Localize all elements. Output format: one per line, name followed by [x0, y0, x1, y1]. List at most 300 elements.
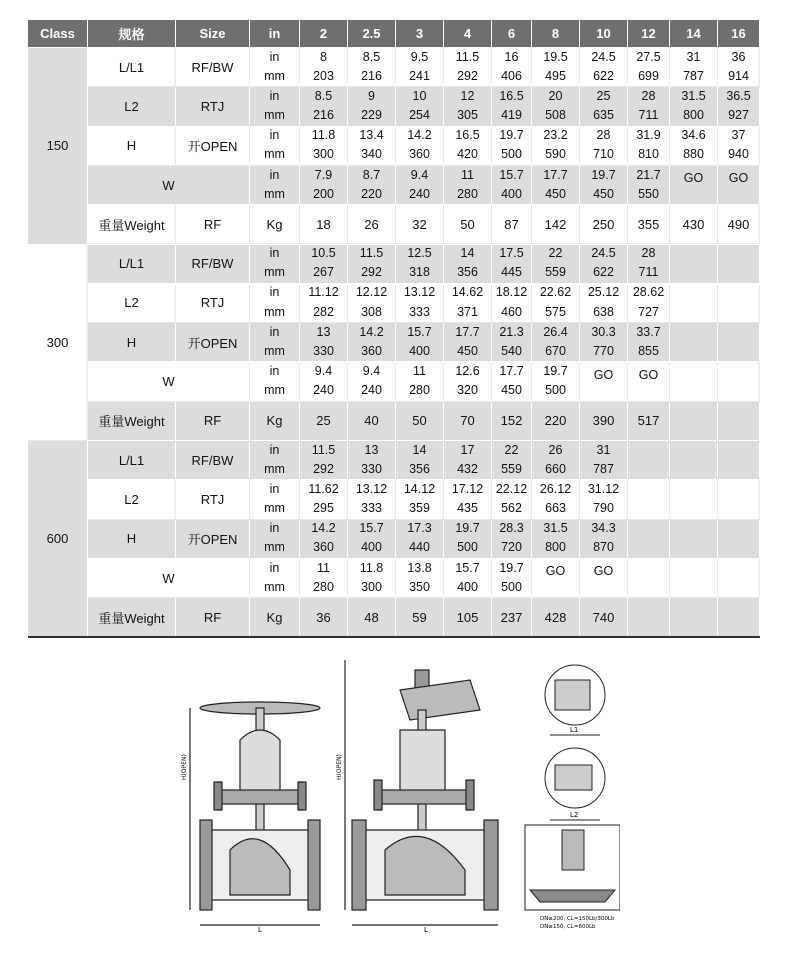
value-cell — [718, 284, 760, 323]
header-size-col: 16 — [718, 20, 760, 48]
unit-in: in — [269, 88, 280, 103]
row-type: 开OPEN — [176, 127, 250, 166]
value-cell — [348, 245, 396, 284]
value-mm: 450 — [457, 343, 478, 358]
value-cell — [718, 441, 760, 480]
value-mm: 300 — [313, 147, 334, 162]
value-in: 17.7 — [499, 364, 524, 379]
value-in: 11.5 — [359, 246, 384, 261]
weight-unit: Kg — [250, 205, 300, 244]
weight-value: 390 — [580, 402, 628, 441]
value-cell — [580, 520, 628, 559]
value-in: 9 — [368, 88, 375, 103]
unit-in: in — [269, 481, 280, 496]
weight-value — [718, 598, 760, 637]
value-mm: 220 — [361, 186, 382, 201]
unit-in: in — [269, 521, 280, 536]
value-cell — [670, 559, 718, 598]
value-in: 22 — [548, 246, 563, 261]
value-cell — [396, 245, 444, 284]
value-cell — [628, 441, 670, 480]
value-in: 8.7 — [362, 167, 381, 182]
value-cell — [348, 323, 396, 362]
value-mm: 333 — [409, 304, 430, 319]
value-cell — [628, 87, 670, 126]
weight-value: 430 — [670, 205, 718, 244]
value-cell — [348, 441, 396, 480]
value-cell — [396, 87, 444, 126]
header-size-col: 2 — [300, 20, 348, 48]
value-in: GO — [593, 367, 614, 382]
value-mm: 450 — [593, 186, 614, 201]
weight-value: 50 — [444, 205, 492, 244]
value-mm: 280 — [409, 383, 430, 398]
unit-in: in — [269, 128, 280, 143]
unit-mm: mm — [264, 304, 285, 319]
weight-value: 220 — [532, 402, 580, 441]
value-in: 14.2 — [407, 128, 432, 143]
value-cell — [492, 87, 532, 126]
value-in: 7.9 — [314, 167, 333, 182]
weight-value — [718, 402, 760, 441]
value-mm: 800 — [683, 108, 704, 123]
detail-note-1: DN≥200, CL=150Lb/300Lb — [540, 916, 615, 922]
value-cell — [444, 362, 492, 401]
value-in: 31.5 — [681, 88, 706, 103]
value-in: GO — [593, 564, 614, 579]
value-in: 13.12 — [403, 285, 436, 300]
value-cell — [492, 520, 532, 559]
row-type: RF/BW — [176, 245, 250, 284]
value-cell — [580, 559, 628, 598]
value-mm: 360 — [409, 147, 430, 162]
value-mm: 400 — [457, 579, 478, 594]
value-in: 11.5 — [311, 442, 336, 457]
value-mm: 635 — [593, 108, 614, 123]
value-in: GO — [638, 367, 659, 382]
weight-value: 105 — [444, 598, 492, 637]
row-type: RTJ — [176, 87, 250, 126]
unit-in: in — [269, 285, 280, 300]
value-in: 22 — [504, 442, 519, 457]
value-cell — [444, 245, 492, 284]
value-cell — [348, 362, 396, 401]
value-mm: 445 — [501, 265, 522, 280]
value-cell — [670, 48, 718, 87]
value-cell — [300, 127, 348, 166]
value-mm: 787 — [593, 461, 614, 476]
value-in: 11.8 — [359, 560, 384, 575]
value-in: 17 — [460, 442, 475, 457]
value-in: 12.6 — [455, 364, 480, 379]
value-in: 15.7 — [455, 560, 480, 575]
valve-drawings — [180, 650, 620, 950]
value-cell — [300, 323, 348, 362]
value-mm: 292 — [457, 68, 478, 83]
unit-mm: mm — [264, 186, 285, 201]
value-cell — [580, 87, 628, 126]
value-mm: 254 — [409, 108, 430, 123]
weight-value: 152 — [492, 402, 532, 441]
value-cell — [300, 284, 348, 323]
weight-value: 740 — [580, 598, 628, 637]
drawing-label-l-right: L — [424, 926, 428, 934]
value-cell — [396, 127, 444, 166]
unit-in: in — [269, 246, 280, 261]
value-in: 34.3 — [591, 521, 616, 536]
value-mm: 500 — [457, 540, 478, 555]
value-cell — [300, 559, 348, 598]
value-in: 19.7 — [591, 167, 616, 182]
value-mm: 880 — [683, 147, 704, 162]
value-in: 22.12 — [495, 481, 528, 496]
value-in: GO — [545, 564, 566, 579]
row-name: L2 — [88, 480, 176, 519]
value-cell — [718, 245, 760, 284]
detail-l1 — [545, 665, 605, 735]
row-name-merged: W — [88, 362, 250, 401]
value-in: 26.4 — [543, 324, 568, 339]
valve-dimension-table — [28, 20, 760, 636]
unit-in: in — [269, 49, 280, 64]
value-cell — [532, 87, 580, 126]
value-in: 16.5 — [455, 128, 480, 143]
unit-mm: mm — [264, 461, 285, 476]
value-cell — [532, 127, 580, 166]
valve-drawing-right — [345, 660, 498, 925]
weight-value: 142 — [532, 205, 580, 244]
value-in: 9.4 — [362, 364, 381, 379]
value-cell — [492, 245, 532, 284]
value-in: 14 — [460, 246, 475, 261]
unit-mm: mm — [264, 68, 285, 83]
value-cell — [580, 441, 628, 480]
value-cell — [396, 480, 444, 519]
value-cell — [670, 362, 718, 401]
value-in: 16.5 — [499, 88, 524, 103]
value-cell — [396, 284, 444, 323]
value-cell — [348, 166, 396, 205]
value-in: 31.9 — [636, 128, 661, 143]
class-label: 150 — [28, 48, 88, 245]
value-cell — [718, 559, 760, 598]
value-in: 11 — [461, 167, 474, 182]
header-size-col: 2.5 — [348, 20, 396, 48]
weight-value: 50 — [396, 402, 444, 441]
class-label: 600 — [28, 441, 88, 638]
row-units — [250, 127, 300, 166]
value-in: 31.12 — [587, 481, 620, 496]
value-cell — [532, 480, 580, 519]
value-in: 25.12 — [587, 285, 620, 300]
weight-value: 250 — [580, 205, 628, 244]
value-mm: 435 — [457, 501, 478, 516]
value-mm: 356 — [409, 461, 430, 476]
value-mm: 359 — [409, 501, 430, 516]
value-in: 36.5 — [726, 88, 751, 103]
value-cell — [444, 559, 492, 598]
value-in: 10.5 — [311, 246, 336, 261]
value-cell — [348, 559, 396, 598]
row-units — [250, 480, 300, 519]
row-type: RTJ — [176, 480, 250, 519]
value-mm: 333 — [361, 501, 382, 516]
unit-in: in — [269, 364, 280, 379]
value-mm: 727 — [638, 304, 659, 319]
row-name: L2 — [88, 87, 176, 126]
value-cell — [628, 166, 670, 205]
value-cell — [628, 284, 670, 323]
value-mm: 927 — [728, 108, 749, 123]
detail-label-l2: L2 — [570, 811, 579, 819]
value-mm: 550 — [638, 186, 659, 201]
value-in: 19.7 — [499, 560, 524, 575]
value-cell — [444, 127, 492, 166]
value-mm: 280 — [457, 186, 478, 201]
value-mm: 622 — [593, 265, 614, 280]
unit-mm: mm — [264, 108, 285, 123]
value-cell — [444, 441, 492, 480]
row-name: L/L1 — [88, 245, 176, 284]
value-cell — [492, 284, 532, 323]
weight-value: 70 — [444, 402, 492, 441]
value-in: 13.4 — [359, 128, 384, 143]
value-cell — [348, 127, 396, 166]
value-cell — [718, 323, 760, 362]
drawing-label-l-left: L — [258, 926, 262, 934]
value-mm: 216 — [361, 68, 382, 83]
value-in: 11 — [413, 364, 426, 379]
value-cell — [670, 323, 718, 362]
value-cell — [580, 245, 628, 284]
row-name: H — [88, 127, 176, 166]
value-cell — [396, 323, 444, 362]
value-mm: 350 — [409, 579, 430, 594]
weight-unit: Kg — [250, 402, 300, 441]
value-mm: 400 — [361, 540, 382, 555]
drawing-label-h-left: H(OPEN) — [181, 754, 188, 780]
unit-mm: mm — [264, 147, 285, 162]
value-mm: 241 — [409, 68, 430, 83]
value-in: 23.2 — [543, 128, 568, 143]
value-in: 14.2 — [359, 324, 384, 339]
value-mm: 295 — [313, 501, 334, 516]
value-mm: 699 — [638, 68, 659, 83]
unit-mm: mm — [264, 501, 285, 516]
weight-value: 237 — [492, 598, 532, 637]
row-name: L/L1 — [88, 441, 176, 480]
value-cell — [396, 441, 444, 480]
unit-in: in — [269, 442, 280, 457]
valve-drawing-left — [190, 702, 320, 925]
header-size-col: 4 — [444, 20, 492, 48]
value-mm: 200 — [313, 186, 334, 201]
weight-value: 40 — [348, 402, 396, 441]
value-cell — [532, 559, 580, 598]
value-cell — [670, 441, 718, 480]
row-type: RF/BW — [176, 48, 250, 87]
value-in: 34.6 — [681, 128, 706, 143]
value-mm: 400 — [409, 343, 430, 358]
value-cell — [670, 127, 718, 166]
value-in: 28 — [596, 128, 611, 143]
value-in: 28 — [641, 246, 656, 261]
row-units — [250, 166, 300, 205]
row-name-merged: W — [88, 559, 250, 598]
value-in: 15.7 — [407, 324, 432, 339]
value-cell — [670, 166, 718, 205]
value-cell — [718, 166, 760, 205]
value-cell — [580, 48, 628, 87]
value-mm: 240 — [409, 186, 430, 201]
value-in: 8.5 — [314, 88, 333, 103]
value-cell — [532, 245, 580, 284]
row-name: H — [88, 520, 176, 559]
value-cell — [670, 87, 718, 126]
value-mm: 790 — [593, 501, 614, 516]
weight-value: 517 — [628, 402, 670, 441]
row-name: L2 — [88, 284, 176, 323]
value-cell — [628, 520, 670, 559]
value-in: 26.12 — [539, 481, 572, 496]
value-cell — [718, 127, 760, 166]
value-cell — [670, 520, 718, 559]
value-cell — [300, 480, 348, 519]
value-in: 11.12 — [308, 285, 339, 300]
value-mm: 500 — [545, 383, 566, 398]
value-cell — [300, 245, 348, 284]
value-cell — [628, 559, 670, 598]
value-cell — [348, 520, 396, 559]
value-mm: 229 — [361, 108, 382, 123]
value-cell — [628, 323, 670, 362]
value-in: 13.12 — [355, 481, 388, 496]
value-cell — [492, 559, 532, 598]
value-cell — [718, 87, 760, 126]
header-size-col: 14 — [670, 20, 718, 48]
value-mm: 660 — [545, 461, 566, 476]
unit-in: in — [269, 324, 280, 339]
value-cell — [300, 362, 348, 401]
value-cell — [396, 362, 444, 401]
detail-bonnet — [525, 825, 620, 910]
value-mm: 240 — [361, 383, 382, 398]
value-in: 14.62 — [451, 285, 484, 300]
value-mm: 282 — [313, 304, 334, 319]
value-cell — [580, 284, 628, 323]
drawing-label-h-right: H(OPEN) — [336, 754, 343, 780]
value-in: 12.12 — [355, 285, 388, 300]
value-in: 21.3 — [499, 324, 524, 339]
value-cell — [670, 480, 718, 519]
value-in: 17.3 — [407, 521, 432, 536]
value-mm: 787 — [683, 68, 704, 83]
weight-value: 18 — [300, 205, 348, 244]
value-cell — [532, 441, 580, 480]
value-mm: 440 — [409, 540, 430, 555]
value-mm: 540 — [501, 343, 522, 358]
value-cell — [300, 87, 348, 126]
value-mm: 203 — [313, 68, 334, 83]
value-mm: 420 — [457, 147, 478, 162]
table-bottom-rule — [28, 636, 760, 638]
value-cell — [580, 362, 628, 401]
row-units — [250, 520, 300, 559]
weight-value: 490 — [718, 205, 760, 244]
value-cell — [444, 480, 492, 519]
value-mm: 371 — [457, 304, 478, 319]
value-cell — [396, 166, 444, 205]
row-type: RF/BW — [176, 441, 250, 480]
value-mm: 770 — [593, 343, 614, 358]
value-cell — [532, 284, 580, 323]
value-mm: 292 — [361, 265, 382, 280]
value-mm: 450 — [545, 186, 566, 201]
value-mm: 450 — [501, 383, 522, 398]
value-cell — [628, 362, 670, 401]
detail-l2 — [545, 748, 605, 820]
value-in: 31.5 — [543, 521, 568, 536]
value-in: 28 — [641, 88, 656, 103]
value-cell — [492, 441, 532, 480]
value-in: 17.7 — [543, 167, 568, 182]
value-in: 28.3 — [499, 521, 524, 536]
value-mm: 330 — [361, 461, 382, 476]
weight-unit: Kg — [250, 598, 300, 637]
value-in: 11.62 — [308, 481, 339, 496]
value-cell — [580, 166, 628, 205]
value-in: 25 — [596, 88, 611, 103]
value-mm: 638 — [593, 304, 614, 319]
value-in: 31 — [686, 49, 701, 64]
value-cell — [444, 87, 492, 126]
value-in: GO — [728, 171, 749, 186]
header-size-col: 10 — [580, 20, 628, 48]
value-mm: 360 — [361, 343, 382, 358]
weight-name: 重量Weight — [88, 205, 176, 244]
unit-mm: mm — [264, 540, 285, 555]
value-mm: 720 — [501, 540, 522, 555]
value-in: 30.3 — [591, 324, 616, 339]
value-in: 20 — [548, 88, 563, 103]
weight-value: 355 — [628, 205, 670, 244]
value-mm: 508 — [545, 108, 566, 123]
weight-value — [628, 598, 670, 637]
value-cell — [670, 245, 718, 284]
detail-note-2: DN≥150, CL=600Lb — [540, 924, 596, 930]
weight-value: 26 — [348, 205, 396, 244]
value-mm: 870 — [593, 540, 614, 555]
value-cell — [718, 480, 760, 519]
value-mm: 670 — [545, 343, 566, 358]
weight-value: 428 — [532, 598, 580, 637]
value-cell — [532, 323, 580, 362]
value-cell — [492, 362, 532, 401]
value-in: 17.12 — [451, 481, 484, 496]
unit-mm: mm — [264, 265, 285, 280]
value-cell — [532, 166, 580, 205]
value-mm: 800 — [545, 540, 566, 555]
value-mm: 318 — [409, 265, 430, 280]
value-in: 15.7 — [499, 167, 524, 182]
weight-value — [670, 598, 718, 637]
value-mm: 940 — [728, 147, 749, 162]
row-name-merged: W — [88, 166, 250, 205]
value-cell — [444, 166, 492, 205]
value-in: 17.7 — [455, 324, 480, 339]
value-cell — [628, 245, 670, 284]
header-size-col: 12 — [628, 20, 670, 48]
